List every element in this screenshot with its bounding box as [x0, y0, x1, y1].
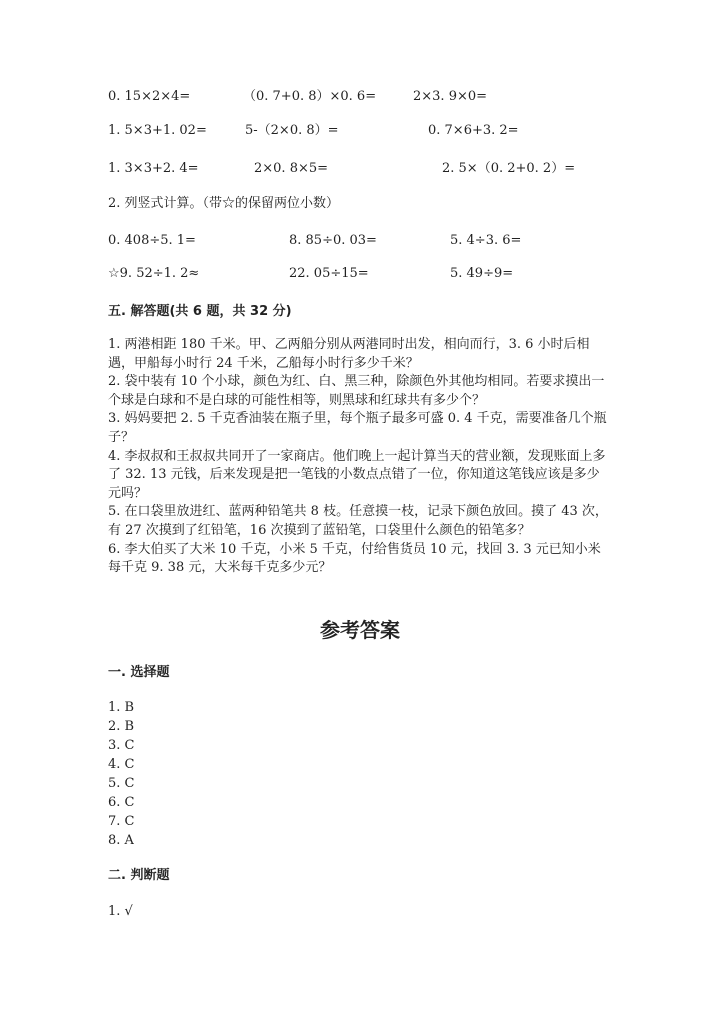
- answer-item: 1. B: [108, 700, 135, 715]
- calc-item: 2. 5×（0. 2+0. 2）=: [442, 161, 576, 176]
- section5-title: 五. 解答题(共 6 题，共 32 分): [108, 304, 292, 319]
- answer-item: 2. B: [108, 719, 135, 734]
- answer-item: 1. √: [108, 904, 133, 919]
- calc-item: 0. 15×2×4=: [108, 89, 191, 104]
- problem-item: 4. 李叔叔和王叔叔共同开了一家商店。他们晚上一起计算当天的营业额，发现账面上多了 32. 13 元钱，后来发现是把一笔钱的小数点点错了一位，你知道这笔钱应该是多少元吗？: [108, 448, 606, 501]
- problem-item: 1. 两港相距 180 千米。甲、乙两船分别从两港同时出发，相向而行，3. 6 小时后相遇，甲船每小时行 24 千米，乙船每小时行多少千米？: [108, 337, 590, 371]
- problem-item: 5. 在口袋里放进红、蓝两种铅笔共 8 枝。任意摸一枝，记录下颜色放回。摸了 43 次，有 27 次摸到了红铅笔，16 次摸到了蓝铅笔，口袋里什么颜色的铅笔多？: [108, 504, 608, 538]
- calc-row-2: [0, 121, 720, 141]
- calc-row-1: [0, 87, 720, 107]
- calc-item: 2×0. 8×5=: [254, 161, 329, 176]
- calc-item: 0. 7×6+3. 2=: [428, 123, 519, 138]
- vertical-calc-title: 2. 列竖式计算。（带☆的保留两位小数）: [108, 196, 340, 211]
- answer-list-choice: [108, 698, 134, 850]
- answer-item: 5. C: [108, 776, 135, 791]
- answer-item: 6. C: [108, 795, 135, 810]
- answer-item: 3. C: [108, 738, 135, 753]
- calc-item: （0. 7+0. 8）×0. 6=: [243, 89, 377, 104]
- answer-section-choice: 一. 选择题: [108, 665, 170, 680]
- vertical-item: 5. 4÷3. 6=: [450, 233, 522, 248]
- answer-section-judge: 二. 判断题: [108, 868, 170, 883]
- calc-item: 1. 5×3+1. 02=: [108, 123, 207, 138]
- problem-item: 6. 李大伯买了大米 10 千克，小米 5 千克，付给售货员 10 元，找回 3. 3 元已知小米每千克 9. 38 元，大米每千克多少元？: [108, 541, 601, 576]
- vertical-row-1: [0, 231, 720, 251]
- answer-item: 8. A: [108, 833, 134, 848]
- answer-title: 参考答案: [320, 618, 400, 642]
- problem-item: 2. 袋中装有 10 个小球，颜色为红、白、黑三种，除颜色外其他均相同。若要求摸出一个球是白球和不是白球的可能性相等，则黑球和红球共有多少个？: [108, 374, 605, 408]
- vertical-item: ☆9. 52÷1. 2≈: [108, 266, 200, 281]
- vertical-item: 5. 49÷9=: [450, 266, 514, 281]
- vertical-row-2: [0, 264, 720, 284]
- calc-row-3: [0, 159, 720, 179]
- vertical-item: 0. 408÷5. 1=: [108, 233, 196, 248]
- calc-item: 2×3. 9×0=: [413, 89, 488, 104]
- problem-item: 3. 妈妈要把 2. 5 千克香油装在瓶子里，每个瓶子最多可盛 0. 4 千克，需要准备几个瓶子？: [108, 411, 607, 445]
- calc-item: 1. 3×3+2. 4=: [108, 161, 199, 176]
- vertical-item: 22. 05÷15=: [289, 266, 369, 281]
- answer-item: 7. C: [108, 814, 135, 829]
- vertical-item: 8. 85÷0. 03=: [289, 233, 377, 248]
- calc-item: 5-（2×0. 8）=: [245, 123, 339, 138]
- answer-item: 4. C: [108, 757, 135, 772]
- problem-list: [108, 336, 608, 578]
